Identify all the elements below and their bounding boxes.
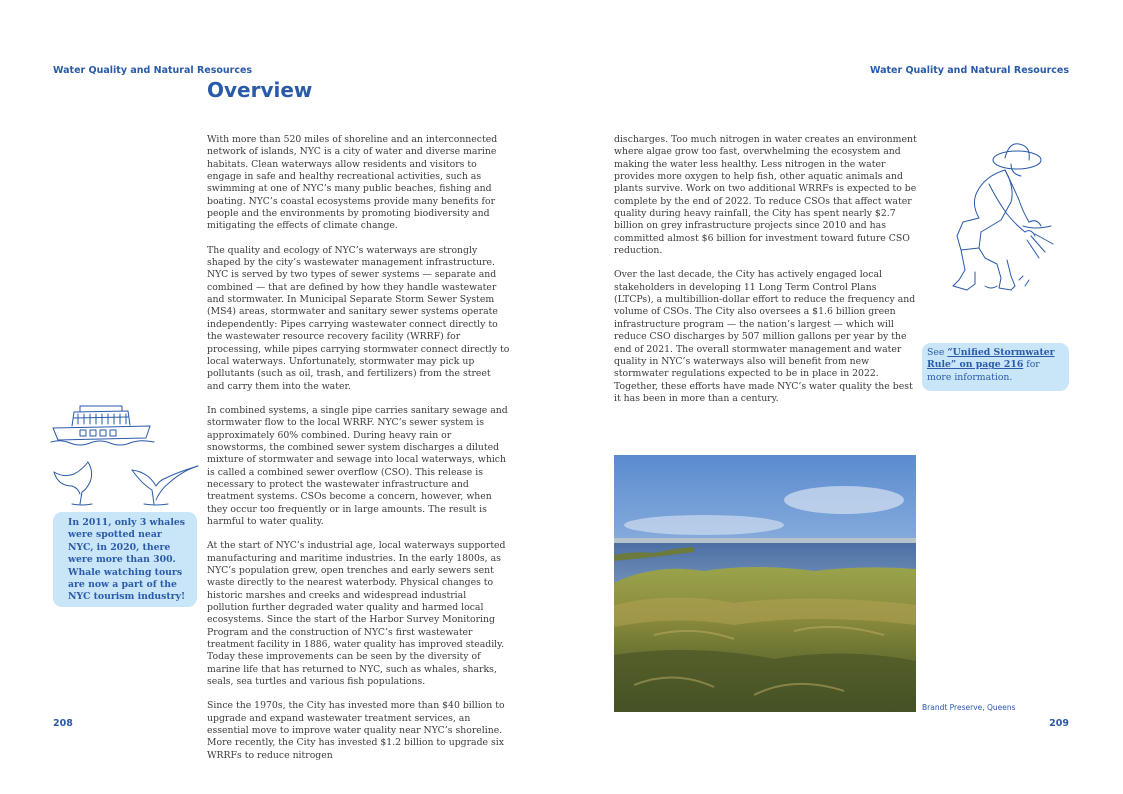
page-title: Overview	[207, 78, 313, 102]
whale-tail-illustration-icon	[52, 460, 202, 514]
boat-illustration-icon	[50, 402, 156, 446]
paragraph: Since the 1970s, the City has invested more than $40 billion to upgrade and expand wastewater treatment services, an essential move to improve water quality near NYC’s shoreline. More recently, the City has invested $1.2 billion to upgrade six WRRFs to reduce nitrogen	[207, 700, 505, 761]
running-header-right: Water Quality and Natural Resources	[869, 65, 1069, 76]
unified-stormwater-rule-link[interactable]: “Unified Stormwater Rule” on page 216	[927, 347, 1055, 371]
photo-caption: Brandt Preserve, Queens	[922, 703, 1016, 712]
page-number-left: 208	[53, 718, 73, 729]
gardener-illustration-icon	[945, 140, 1057, 300]
callout-prefix: See	[927, 347, 948, 358]
paragraph: In combined systems, a single pipe carries sanitary sewage and stormwater flow to the local WRRF. NYC’s sewer system is approximately 60% combined. During heavy rain or snowstorms, the combined sewer system discharges a diluted mixture of stormwater and sewage into local waterways, which is called a combined sewer overflow (CSO). This release is necessary to protect the wastewater infrastructure and treatment systems. CSOs become a concern, however, when they occur too frequently or in large amounts. The result is harmful to water quality.	[207, 404, 508, 527]
cross-reference-callout	[922, 343, 1069, 391]
callout-suffix: for more information.	[927, 359, 1040, 383]
paragraph: At the start of NYC’s industrial age, local waterways supported manufacturing and maritime industries. In the early 1800s, as NYC’s population grew, open trenches and early sewers sent waste directly to the nearest waterbody. Physical changes to historic marshes and creeks and widespread industrial pollution further degraded water quality and harmed local ecosystems. Since the start of the Harbor Survey Monitoring Program and the construction of NYC’s first wastewater treatment facility in 1886, water quality has improved steadily. Today these improvements can be seen by the diversity of marine life that has returned to NYC, such as whales, sharks, seals, sea turtles and various fish populations.	[207, 540, 506, 688]
paragraph: The quality and ecology of NYC’s waterways are strongly shaped by the city’s wastewater management infrastructure. NYC is served by two types of sewer systems — separate and combined — that are defined by how they handle wastewater and stormwater. In Municipal Separate Storm Sewer System (MS4) areas, stormwater and sanitary sewer systems operate independently: Pipes carrying wastewater connect directly to the wastewater resource recovery facility (WRRF) for processing, while pipes carrying stormwater connect directly to local waterways. Unfortunately, stormwater may pick up pollutants (such as oil, trash, and fertilizers) from the street and carry them into the water.	[207, 244, 510, 392]
running-header-left: Water Quality and Natural Resources	[53, 65, 253, 76]
body-column-left	[207, 134, 510, 774]
marsh-photo	[614, 455, 916, 712]
body-column-right	[614, 134, 917, 417]
paragraph: With more than 520 miles of shoreline and an interconnected network of islands, NYC is a city of water and diverse marine habitats. Clean waterways allow residents and visitors to engage in safe and healthy recreational activities, such as swimming at one of NYC’s many public beaches, fishing and boating. NYC’s coastal ecosystems provide many benefits for people and the environments by promoting biodiversity and mitigating the effects of climate change.	[207, 134, 498, 232]
page-number-right: 209	[1049, 718, 1069, 729]
paragraph: discharges. Too much nitrogen in water creates an environment where algae grow too fast, overwhelming the ecosystem and making the water less healthy. Less nitrogen in the water provides more oxygen to help fish, other aquatic animals and plants survive. Work on two additional WRRFs is expected to be complete by the end of 2022. To reduce CSOs that affect water quality during heavy rainfall, the City has spent nearly $2.7 billion on grey infrastructure projects since 2010 and has committed almost $6 billion for investment toward future CSO reduction.	[614, 134, 917, 257]
whale-fact-callout: In 2011, only 3 whales were spotted near NYC, in 2020, there were more than 300. Whale watching tours are now a part of the NYC tourism industry!	[53, 512, 197, 607]
paragraph: Over the last decade, the City has actively engaged local stakeholders in developing 11 Long Term Control Plans (LTCPs), a multibillion-dollar effort to reduce the frequency and volume of CSOs. The City also oversees a $1.6 billion green infrastructure program — the nation’s largest — which will reduce CSO discharges by 507 million gallons per year by the end of 2021. The overall stormwater management and water quality in NYC’s waterways also will benefit from new stormwater regulations expected to be in place in 2022. Together, these efforts have made NYC’s water quality the best it has been in more than a century.	[614, 269, 916, 404]
